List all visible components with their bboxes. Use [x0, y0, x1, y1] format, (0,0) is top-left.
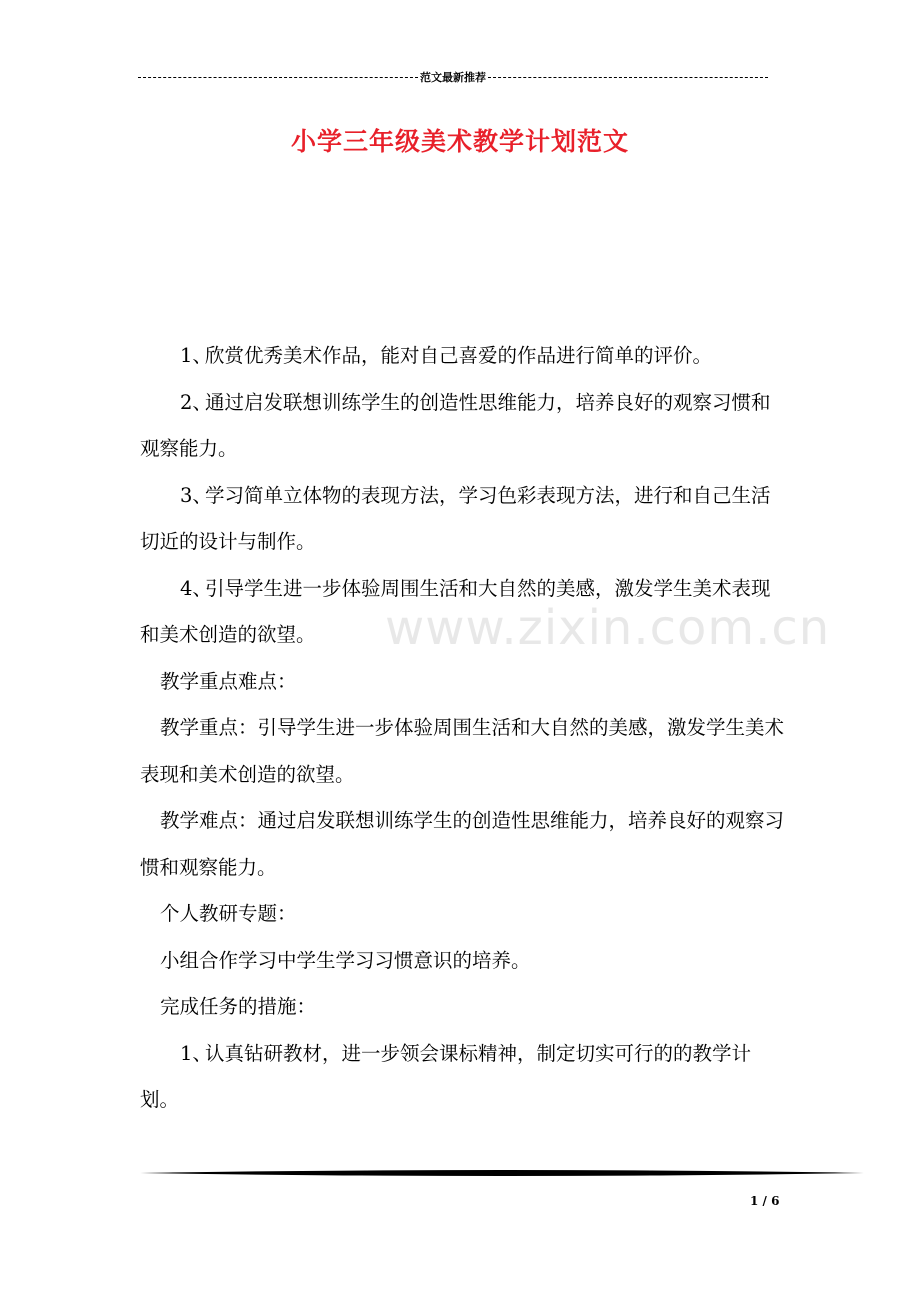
list-item-number: 4、 [180, 576, 212, 600]
list-item-number: 3、 [180, 483, 212, 507]
header-label: 范文最新推荐 [420, 71, 486, 84]
header-dash-left [138, 77, 418, 78]
section-heading-measures: 完成任务的措施： [160, 995, 317, 1018]
section-heading-research: 个人教研专题： [160, 902, 297, 925]
list-item-number: 1、 [180, 344, 212, 367]
list-item-text: 认真钻研教材，进一步领会课标精神，制定切实可行的的教学计划。 [140, 1041, 752, 1111]
document-body [140, 333, 788, 1124]
list-item-text: 学习简单立体物的表现方法，学习色彩表现方法，进行和自己生活切近的设计与制作。 [140, 483, 771, 553]
list-item-number: 2、 [180, 390, 212, 414]
list-item [140, 473, 788, 566]
paragraph-difficulty: 教学难点：通过启发联想训练学生的创造性思维能力，培养良好的观察习惯和观察能力。 [140, 809, 785, 879]
header-dash-right [488, 77, 768, 78]
paragraph-key-point: 教学重点：引导学生进一步体验周围生活和大自然的美感，激发学生美术表现和美术创造的欲望。 [140, 716, 785, 786]
list-item-text: 通过启发联想训练学生的创造性思维能力，培养良好的观察习惯和观察能力。 [140, 390, 771, 460]
list-item-number: 1、 [180, 1041, 212, 1065]
list-item-text: 欣赏优秀美术作品，能对自己喜爱的作品进行简单的评价。 [205, 344, 713, 367]
document-title: 小学三年级美术教学计划范文 [290, 127, 629, 156]
paragraph-research-topic: 小组合作学习中学生学习习惯意识的培养。 [160, 948, 531, 972]
section-heading-key-points: 教学重点难点： [160, 669, 297, 693]
watermark: www.zixin.com.cn [385, 600, 831, 656]
list-item [140, 380, 788, 473]
list-item [140, 1031, 788, 1124]
list-item-text: 引导学生进一步体验周围生活和大自然的美感，激发学生美术表现和美术创造的欲望。 [140, 576, 771, 646]
page-number: 1 / 6 [750, 1194, 780, 1208]
footer-divider [140, 1168, 864, 1178]
list-item [140, 566, 788, 659]
list-item [140, 333, 788, 380]
header-banner [138, 68, 768, 86]
